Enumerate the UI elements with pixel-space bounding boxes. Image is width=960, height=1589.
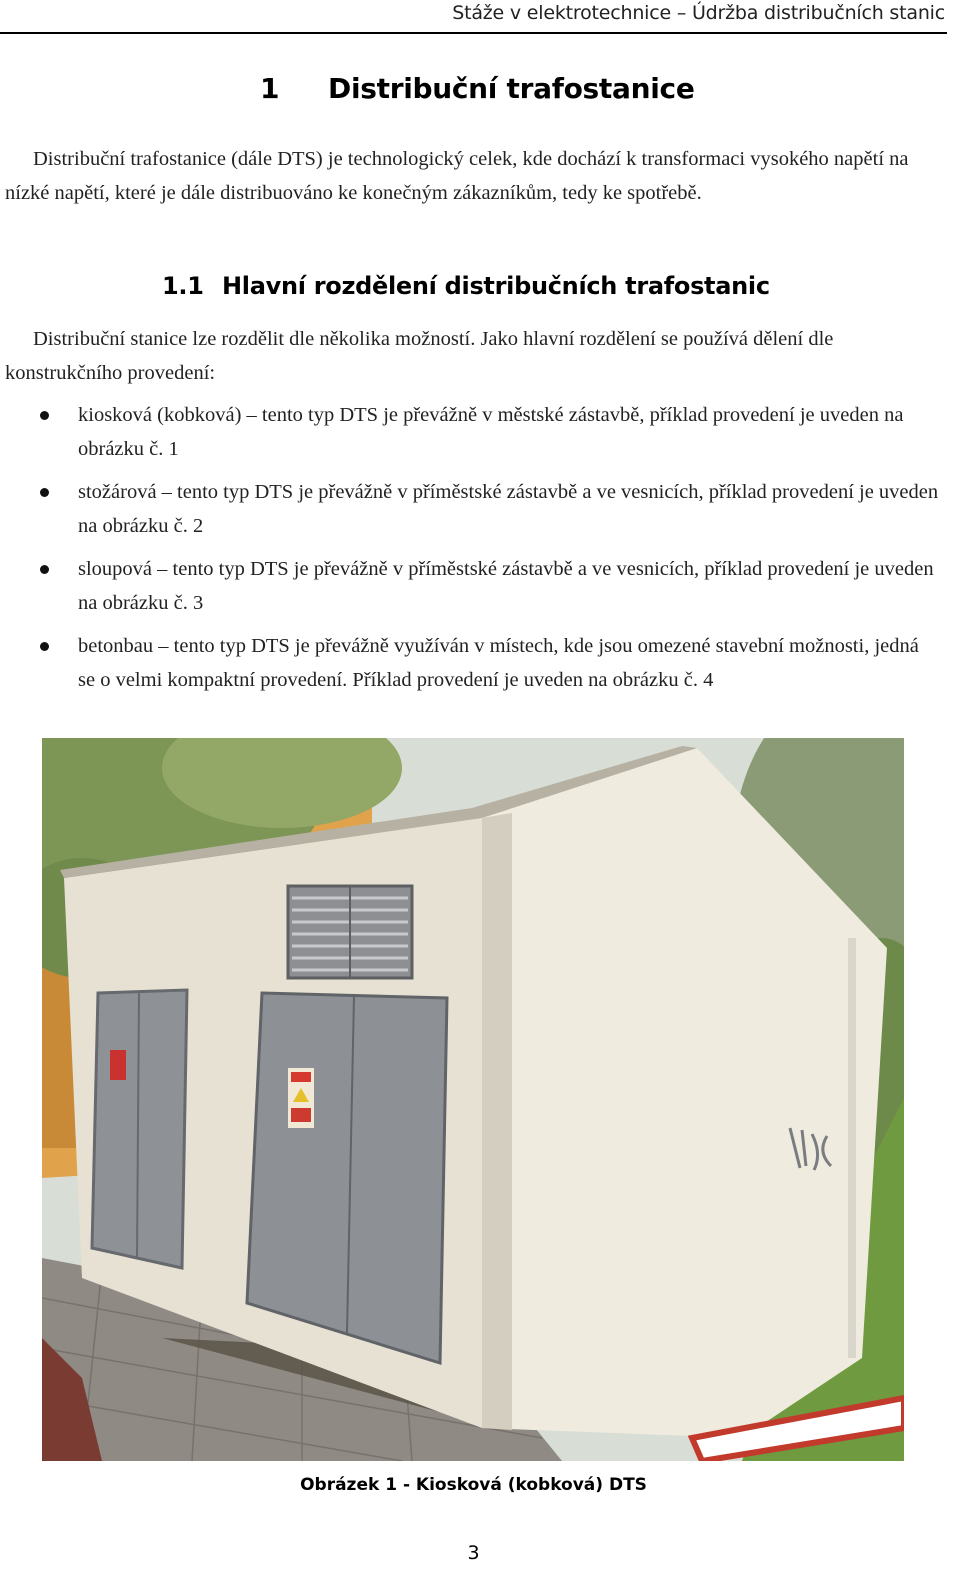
running-header [0, 0, 947, 34]
running-header-title: Stáže v elektrotechnice – Údržba distribučních stanic [452, 2, 945, 24]
subsection-heading [162, 272, 770, 300]
page-number: 3 [467, 1542, 480, 1564]
subsection-intro-paragraph [5, 322, 935, 390]
figure-caption: Obrázek 1 - Kiosková (kobková) DTS [300, 1475, 647, 1495]
list-item [0, 552, 940, 620]
bullet-icon [40, 565, 49, 574]
subsection-number: 1.1 [162, 272, 204, 300]
bullet-icon [40, 488, 49, 497]
list-item-text: sloupová – tento typ DTS je převážně v příměstské zástavbě a ve vesnicích, příklad provedení je uveden na obrázku č. 3 [78, 558, 934, 614]
subsection-title: Hlavní rozdělení distribučních trafostanic [222, 272, 770, 300]
dts-type-list [0, 398, 940, 706]
section-intro-text: Distribuční trafostanice (dále DTS) je technologický celek, kde dochází k transformaci vysokého napětí na nízké napětí, které je dále distribuováno ke konečným zákazníkům, tedy ke spotřebě. [5, 148, 909, 204]
bullet-icon [40, 411, 49, 420]
section-heading [260, 72, 695, 105]
subsection-intro-text: Distribuční stanice lze rozdělit dle několika možností. Jako hlavní rozdělení se používá dělení dle konstrukčního provedení: [5, 328, 834, 384]
list-item [0, 475, 940, 543]
list-item-text: betonbau – tento typ DTS je převážně využíván v místech, kde jsou omezené stavební možnosti, jedná se o velmi kompaktní provedení. Příklad provedení je uveden na obrázku č. 4 [78, 635, 919, 691]
section-number: 1 [260, 72, 280, 105]
list-item [0, 398, 940, 466]
kiosk-substation-illustration [42, 738, 904, 1461]
section-title: Distribuční trafostanice [328, 72, 695, 105]
section-intro-paragraph [5, 142, 935, 210]
list-item-text: stožárová – tento typ DTS je převážně v příměstské zástavbě a ve vesnicích, příklad provedení je uveden na obrázku č. 2 [78, 481, 939, 537]
list-item-text: kiosková (kobková) – tento typ DTS je převážně v městské zástavbě, příklad provedení je uveden na obrázku č. 1 [78, 404, 904, 460]
bullet-icon [40, 642, 49, 651]
kiosk-substation-photo [42, 738, 904, 1461]
list-item [0, 629, 940, 697]
